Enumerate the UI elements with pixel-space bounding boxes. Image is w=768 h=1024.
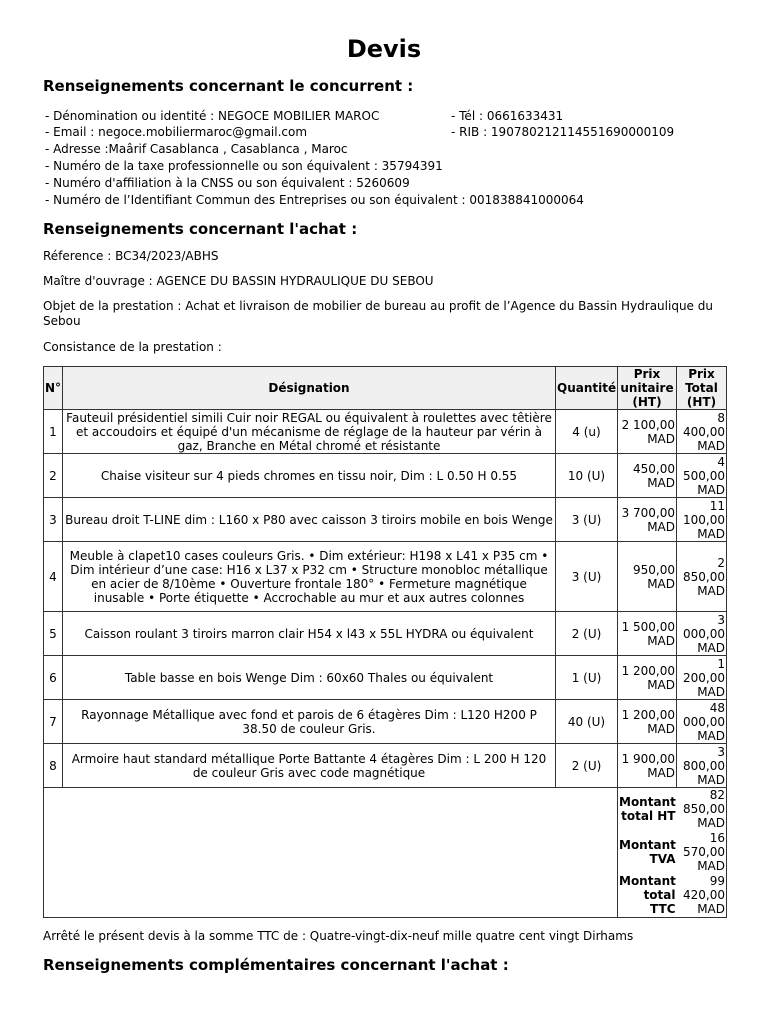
purchase-reference: Réference : BC34/2023/ABHS	[43, 249, 219, 263]
total-ttc-label: Montant total TTC	[619, 874, 676, 917]
table-row	[44, 612, 727, 656]
row-designation: Armoire haut standard métallique Porte Battante 4 étagères Dim : L 200 H 120 de couleur Gris avec code magnétique	[63, 744, 556, 788]
row-prix-total: 3 800,00 MAD	[677, 744, 727, 788]
row-num: 1	[44, 410, 63, 454]
row-designation: Table basse en bois Wenge Dim : 60x60 Thales ou équivalent	[63, 656, 556, 700]
row-num: 2	[44, 454, 63, 498]
row-quantite: 3 (U)	[556, 498, 618, 542]
table-row	[44, 744, 727, 788]
row-prix-total: 4 500,00 MAD	[677, 454, 727, 498]
totals-row-ttc	[44, 874, 727, 918]
items-table	[43, 366, 727, 918]
competitor-tel: - Tél : 0661633431	[451, 109, 564, 123]
header-designation: Désignation	[63, 367, 556, 410]
row-designation: Caisson roulant 3 tiroirs marron clair H54 x l43 x 55L HYDRA ou équivalent	[63, 612, 556, 656]
purchase-maitre-ouvrage: Maître d'ouvrage : AGENCE DU BASSIN HYDRAULIQUE DU SEBOU	[43, 274, 434, 288]
row-prix-unitaire: 3 700,00 MAD	[618, 498, 677, 542]
header-quantite: Quantité	[556, 367, 618, 410]
table-row	[44, 656, 727, 700]
purchase-consistance: Consistance de la prestation :	[43, 340, 222, 354]
row-num: 7	[44, 700, 63, 744]
row-prix-total: 11 100,00 MAD	[677, 498, 727, 542]
row-quantite: 1 (U)	[556, 656, 618, 700]
total-ttc-value: 99 420,00 MAD	[677, 874, 727, 918]
row-quantite: 4 (u)	[556, 410, 618, 454]
row-quantite: 3 (U)	[556, 542, 618, 612]
competitor-cnss-number: - Numéro d'affiliation à la CNSS ou son équivalent : 5260609	[45, 176, 410, 190]
table-row	[44, 454, 727, 498]
arrete-text: Arrêté le présent devis à la somme TTC de : Quatre-vingt-dix-neuf mille quatre cent vingt Dirhams	[43, 929, 634, 943]
row-quantite: 10 (U)	[556, 454, 618, 498]
row-prix-total: 8 400,00 MAD	[677, 410, 727, 454]
header-num: N°	[44, 367, 63, 410]
totals-row-ht	[44, 788, 727, 831]
totals-row-tva	[44, 831, 727, 874]
purchase-heading: Renseignements concernant l'achat :	[43, 220, 358, 238]
row-num: 6	[44, 656, 63, 700]
row-designation: Fauteuil présidentiel simili Cuir noir REGAL ou équivalent à roulettes avec têtière et accoudoirs et équipé d'un mécanisme de réglage de la hauteur par vérin à gaz, Branche en Métal chromé et résistante	[63, 410, 556, 454]
complementary-heading: Renseignements complémentaires concernant l'achat :	[43, 956, 509, 974]
row-quantite: 2 (U)	[556, 744, 618, 788]
total-ht-label: Montant total HT	[618, 788, 677, 831]
row-prix-total: 48 000,00 MAD	[677, 700, 727, 744]
competitor-tax-number: - Numéro de la taxe professionnelle ou son équivalent : 35794391	[45, 159, 443, 173]
row-prix-total: 1 200,00 MAD	[677, 656, 727, 700]
row-prix-unitaire: 2 100,00 MAD	[618, 410, 677, 454]
row-num: 8	[44, 744, 63, 788]
row-prix-unitaire: 1 200,00 MAD	[618, 656, 677, 700]
table-row	[44, 498, 727, 542]
competitor-ice-number: - Numéro de l’Identifiant Commun des Entreprises ou son équivalent : 001838841000064	[45, 193, 584, 207]
table-row	[44, 542, 727, 612]
header-prix-unitaire: Prix unitaire (HT)	[618, 367, 677, 410]
row-quantite: 2 (U)	[556, 612, 618, 656]
table-header-row	[44, 367, 727, 410]
purchase-objet: Objet de la prestation : Achat et livraison de mobilier de bureau au profit de l’Agence du Bassin Hydraulique du Sebou	[43, 299, 713, 328]
row-num: 5	[44, 612, 63, 656]
row-prix-unitaire: 950,00 MAD	[618, 542, 677, 612]
row-prix-unitaire: 1 900,00 MAD	[618, 744, 677, 788]
total-tva-value: 16 570,00 MAD	[677, 831, 727, 874]
row-designation: Bureau droit T-LINE dim : L160 x P80 avec caisson 3 tiroirs mobile en bois Wenge	[63, 498, 556, 542]
total-ht-value: 82 850,00 MAD	[677, 788, 727, 831]
competitor-rib: - RIB : 190780212114551690000109	[451, 125, 675, 139]
competitor-address: - Adresse :Maârif Casablanca , Casablanca , Maroc	[45, 142, 348, 156]
row-quantite: 40 (U)	[556, 700, 618, 744]
row-prix-total: 2 850,00 MAD	[677, 542, 727, 612]
header-prix-total: Prix Total (HT)	[677, 367, 727, 410]
row-prix-total: 3 000,00 MAD	[677, 612, 727, 656]
row-prix-unitaire: 1 500,00 MAD	[618, 612, 677, 656]
competitor-email: - Email : negoce.mobiliermaroc@gmail.com	[45, 125, 308, 139]
row-num: 3	[44, 498, 63, 542]
competitor-denomination: - Dénomination ou identité : NEGOCE MOBILIER MAROC	[45, 109, 380, 123]
row-designation: Meuble à clapet10 cases couleurs Gris. • Dim extérieur: H198 x L41 x P35 cm • Dim intérieur d’une case: H16 x L37 x P32 cm • Structure monobloc métallique en acier de 8/10ème • Ouverture frontale 180° • Fermeture magnétique inusable • Porte étiquette • Accrochable au mur et aux autres colonnes	[63, 542, 556, 612]
page-title: Devis	[346, 35, 422, 63]
row-prix-unitaire: 450,00 MAD	[618, 454, 677, 498]
row-designation: Rayonnage Métallique avec fond et parois de 6 étagères Dim : L120 H200 P 38.50 de couleur Gris.	[63, 700, 556, 744]
row-designation: Chaise visiteur sur 4 pieds chromes en tissu noir, Dim : L 0.50 H 0.55	[63, 454, 556, 498]
row-prix-unitaire: 1 200,00 MAD	[618, 700, 677, 744]
competitor-heading: Renseignements concernant le concurrent :	[43, 77, 414, 95]
table-row	[44, 410, 727, 454]
total-tva-label: Montant TVA	[619, 838, 676, 866]
table-row	[44, 700, 727, 744]
row-num: 4	[44, 542, 63, 612]
